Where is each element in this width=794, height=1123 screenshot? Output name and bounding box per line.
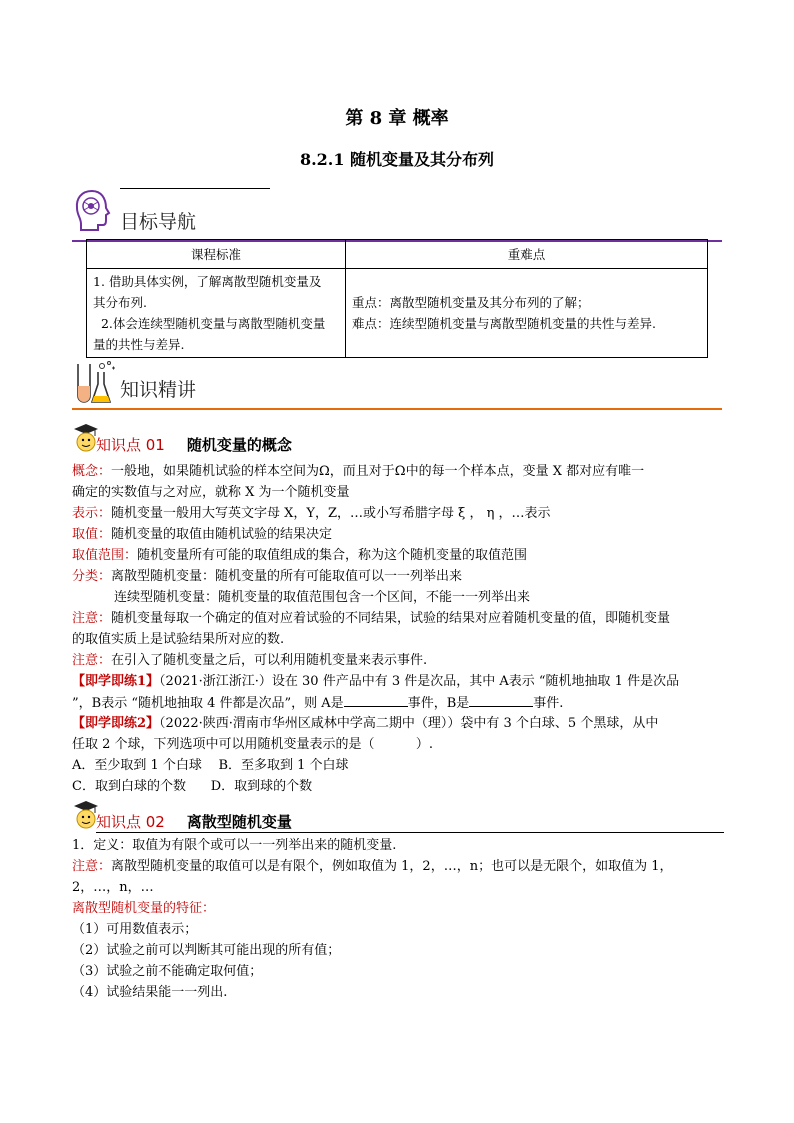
goal-label: 目标导航 (120, 211, 197, 233)
chapter-title: 第 8 章 概率 (345, 108, 449, 129)
concept-text: 一般地，如果随机试验的样本空间为Ω，而且对于Ω中的每一个样本点，变量 X 都对应有唯一 (111, 464, 645, 479)
kp1-title: 随机变量的概念 (186, 436, 292, 454)
knowledge-rule (72, 408, 722, 410)
standards-table (86, 239, 708, 358)
note2-label: 注意： (72, 653, 112, 668)
exercise1-text-end: 事件. (533, 696, 564, 711)
answer-blank[interactable] (344, 692, 408, 707)
class-label: 分类： (72, 569, 112, 584)
kp2-note-text: 离散型随机变量的取值可以是有限个，例如取值为 1，2，…，n；也可以是无限个，如取值为 1， (111, 859, 673, 874)
table-header-standard: 课程标准 (87, 240, 346, 269)
kp1-heading (72, 428, 372, 458)
kp2-title: 离散型随机变量 (186, 813, 292, 831)
repr-label: 表示： (72, 506, 112, 521)
answer-blank[interactable] (469, 692, 533, 707)
note1-text-cont: 的取值实质上是试验结果所对应的数. (72, 632, 285, 647)
exercise1-text-mid: 事件，B是 (407, 696, 470, 711)
lab-flask-icon (72, 360, 116, 406)
exercise1-label: 【即学即练1】 (72, 674, 160, 689)
note1-label: 注意： (72, 611, 112, 626)
kp2-features-title: 离散型随机变量的特征： (72, 901, 216, 916)
kp2-note-text-cont: 2，…，n，… (72, 880, 154, 895)
note1-text: 随机变量每取一个确定的值对应着试验的不同结果，试验的结果对应着随机变量的值，即随机变量 (111, 611, 671, 626)
keypoint-line: 难点：连续型随机变量与离散型随机变量的共性与差异. (352, 316, 656, 331)
table-header-keypoints: 重难点 (346, 240, 708, 269)
knowledge-section-header (72, 354, 722, 410)
range-text: 随机变量所有可能的取值组成的集合，称为这个随机变量的取值范围 (137, 548, 528, 563)
concept-text-cont: 确定的实数值与之对应，就称 X 为一个随机变量 (72, 485, 350, 500)
kp2-feature-item: （4）试验结果能一一列出. (72, 985, 228, 1000)
kp2-feature-item: （2）试验之前可以判断其可能出现的所有值； (72, 943, 341, 958)
table-cell-keypoints (346, 269, 708, 358)
exercise1-text-cont: ”，B表示 “随机地抽取 4 件都是次品”，则 A是 (72, 696, 344, 711)
note2-text: 在引入了随机变量之后，可以利用随机变量来表示事件. (111, 653, 428, 668)
goal-section-header (72, 186, 722, 242)
class-discrete: 离散型随机变量：随机变量的所有可能取值可以一一列举出来 (111, 569, 463, 584)
kp2-heading (72, 805, 724, 835)
header-top-line (120, 188, 270, 189)
exercise2-label: 【即学即练2】 (72, 716, 160, 731)
head-brain-icon (72, 188, 112, 232)
standard-line: 2.体会连续型随机变量与离散型随机变量 (93, 316, 326, 331)
kp2-feature-item: （3）试验之前不能确定取何值； (72, 964, 263, 979)
exercise2-text-cont: 任取 2 个球，下列选项中可以用随机变量表示的是（ ）. (72, 737, 433, 752)
standard-line: 量的共性与差异. (93, 337, 185, 352)
exercise2-text: （2022·陕西·渭南市华州区咸林中学高二期中（理））袋中有 3 个白球、5 个黑球，从中 (159, 716, 659, 731)
keypoint-line: 重点：离散型随机变量及其分布列的了解； (352, 295, 590, 310)
value-label: 取值： (72, 527, 112, 542)
range-label: 取值范围： (72, 548, 138, 563)
table-cell-standard (87, 269, 346, 358)
knowledge-label: 知识精讲 (120, 379, 197, 401)
exercise1-text: （2021·浙江浙江·）设在 30 件产品中有 3 件是次品，其中 A表示 “随机地抽取 1 件是次品 (159, 674, 680, 689)
options-cd: C．取到白球的个数 D．取到球的个数 (72, 779, 313, 794)
kp2-feature-item: （1）可用数值表示； (72, 922, 198, 937)
kp2-definition: 1．定义：取值为有限个或可以一一列举出来的随机变量. (72, 838, 397, 853)
class-continuous: 连续型随机变量：随机变量的取值范围包含一个区间，不能一一列举出来 (114, 590, 531, 605)
standard-line: 1. 借助具体实例，了解离散型随机变量及 (93, 274, 322, 289)
concept-label: 概念： (72, 464, 112, 479)
kp2-underline (96, 832, 724, 833)
standard-line: 其分布列. (93, 295, 147, 310)
options-ab: A．至少取到 1 个白球 B．至多取到 1 个白球 (72, 758, 349, 773)
section-title: 8.2.1 随机变量及其分布列 (299, 150, 495, 169)
kp2-note-label: 注意： (72, 859, 112, 874)
kp2-tag: 知识点 02 (96, 813, 165, 831)
repr-text: 随机变量一般用大写英文字母 X，Y，Z，…或小写希腊字母 ξ ， η ，…表示 (111, 506, 551, 521)
value-text: 随机变量的取值由随机试验的结果决定 (111, 527, 333, 542)
kp1-tag: 知识点 01 (96, 436, 165, 454)
